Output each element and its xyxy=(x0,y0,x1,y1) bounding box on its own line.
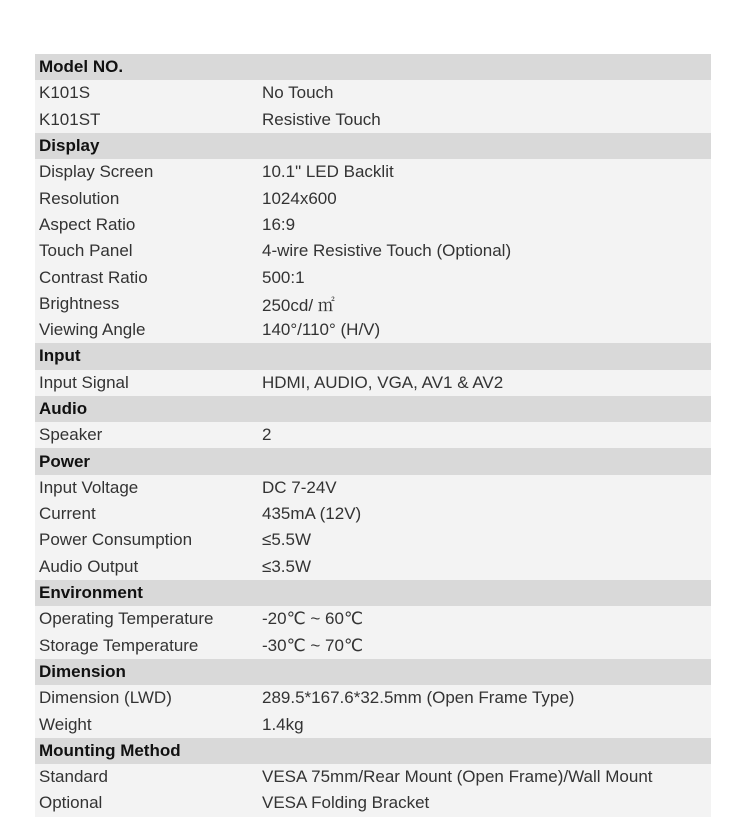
spec-value: Resistive Touch xyxy=(262,109,381,129)
spec-label: Weight xyxy=(39,714,92,734)
spec-label: Power Consumption xyxy=(39,530,193,550)
spec-row xyxy=(35,264,711,290)
spec-label: Optional xyxy=(39,793,103,813)
spec-label: Standard xyxy=(39,767,108,787)
spec-value: 1024x600 xyxy=(262,188,337,208)
spec-row xyxy=(35,370,711,396)
spec-value: 500:1 xyxy=(262,267,305,287)
spec-label: Input Voltage xyxy=(39,477,139,497)
section-title: Power xyxy=(39,451,91,471)
spec-label: Input Signal xyxy=(39,372,129,392)
spec-value: 10.1" LED Backlit xyxy=(262,162,394,182)
spec-row xyxy=(35,554,711,580)
spec-value: VESA Folding Bracket xyxy=(262,793,430,813)
spec-row xyxy=(35,422,711,448)
spec-value: 1.4kg xyxy=(262,714,304,734)
spec-label: Contrast Ratio xyxy=(39,267,148,287)
section-header-display xyxy=(35,133,711,159)
section-header-mounting xyxy=(35,738,711,764)
spec-row xyxy=(35,317,711,343)
section-title: Model NO. xyxy=(39,57,124,77)
spec-row xyxy=(35,159,711,185)
spec-value: 2 xyxy=(262,425,272,445)
spec-value: 250cd/ ㎡ xyxy=(262,296,335,316)
spec-value: ≤5.5W xyxy=(262,530,312,550)
spec-label: Viewing Angle xyxy=(39,320,146,340)
spec-value: -30℃ ~ 70℃ xyxy=(262,635,364,655)
spec-label: Touch Panel xyxy=(39,241,133,261)
section-title: Audio xyxy=(39,399,88,418)
spec-row xyxy=(35,80,711,106)
spec-label: Current xyxy=(39,504,96,524)
spec-value: No Touch xyxy=(262,83,334,103)
spec-row xyxy=(35,711,711,737)
spec-label: Display Screen xyxy=(39,162,154,182)
spec-value: DC 7-24V xyxy=(262,477,337,497)
spec-label: Brightness xyxy=(39,293,120,313)
spec-row xyxy=(35,501,711,527)
spec-label: K101S xyxy=(39,83,91,103)
spec-row xyxy=(35,291,711,317)
section-title: Environment xyxy=(39,583,143,603)
spec-value: 16:9 xyxy=(262,214,296,234)
spec-row xyxy=(35,685,711,711)
spec-value: 435mA (12V) xyxy=(262,504,362,524)
spec-value: 289.5*167.6*32.5mm (Open Frame Type) xyxy=(262,688,575,708)
spec-label: Aspect Ratio xyxy=(39,214,136,234)
spec-row xyxy=(35,238,711,264)
spec-row xyxy=(35,633,711,659)
section-header-environment xyxy=(35,580,711,606)
section-title: Input xyxy=(39,346,81,366)
spec-value: VESA 75mm/Rear Mount (Open Frame)/Wall Mount xyxy=(262,767,653,787)
spec-label: Dimension (LWD) xyxy=(39,688,172,708)
spec-row xyxy=(35,475,711,501)
spec-label: Speaker xyxy=(39,425,103,445)
spec-label: K101ST xyxy=(39,109,101,129)
spec-row xyxy=(35,107,711,133)
spec-value: 4-wire Resistive Touch (Optional) xyxy=(262,241,512,261)
spec-label: Resolution xyxy=(39,188,120,208)
spec-row xyxy=(35,764,711,790)
spec-value: HDMI, AUDIO, VGA, AV1 & AV2 xyxy=(262,372,504,392)
spec-row xyxy=(35,185,711,211)
spec-value: 140°/110° (H/V) xyxy=(262,320,381,340)
section-header-power xyxy=(35,448,711,474)
section-title: Dimension xyxy=(39,661,126,681)
section-header-model xyxy=(35,54,711,80)
spec-row xyxy=(35,790,711,816)
spec-row xyxy=(35,606,711,632)
spec-value: -20℃ ~ 60℃ xyxy=(262,609,364,629)
spec-label: Operating Temperature xyxy=(39,609,214,629)
spec-label: Audio Output xyxy=(39,556,139,576)
spec-value: ≤3.5W xyxy=(262,556,312,576)
spec-table xyxy=(35,54,711,817)
spec-row xyxy=(35,212,711,238)
spec-row xyxy=(35,527,711,553)
spec-label: Storage Temperature xyxy=(39,635,199,655)
section-header-input xyxy=(35,343,711,369)
section-title: Mounting Method xyxy=(39,740,181,760)
section-header-audio xyxy=(35,396,711,422)
section-title: Display xyxy=(39,136,100,156)
section-header-dimension xyxy=(35,659,711,685)
